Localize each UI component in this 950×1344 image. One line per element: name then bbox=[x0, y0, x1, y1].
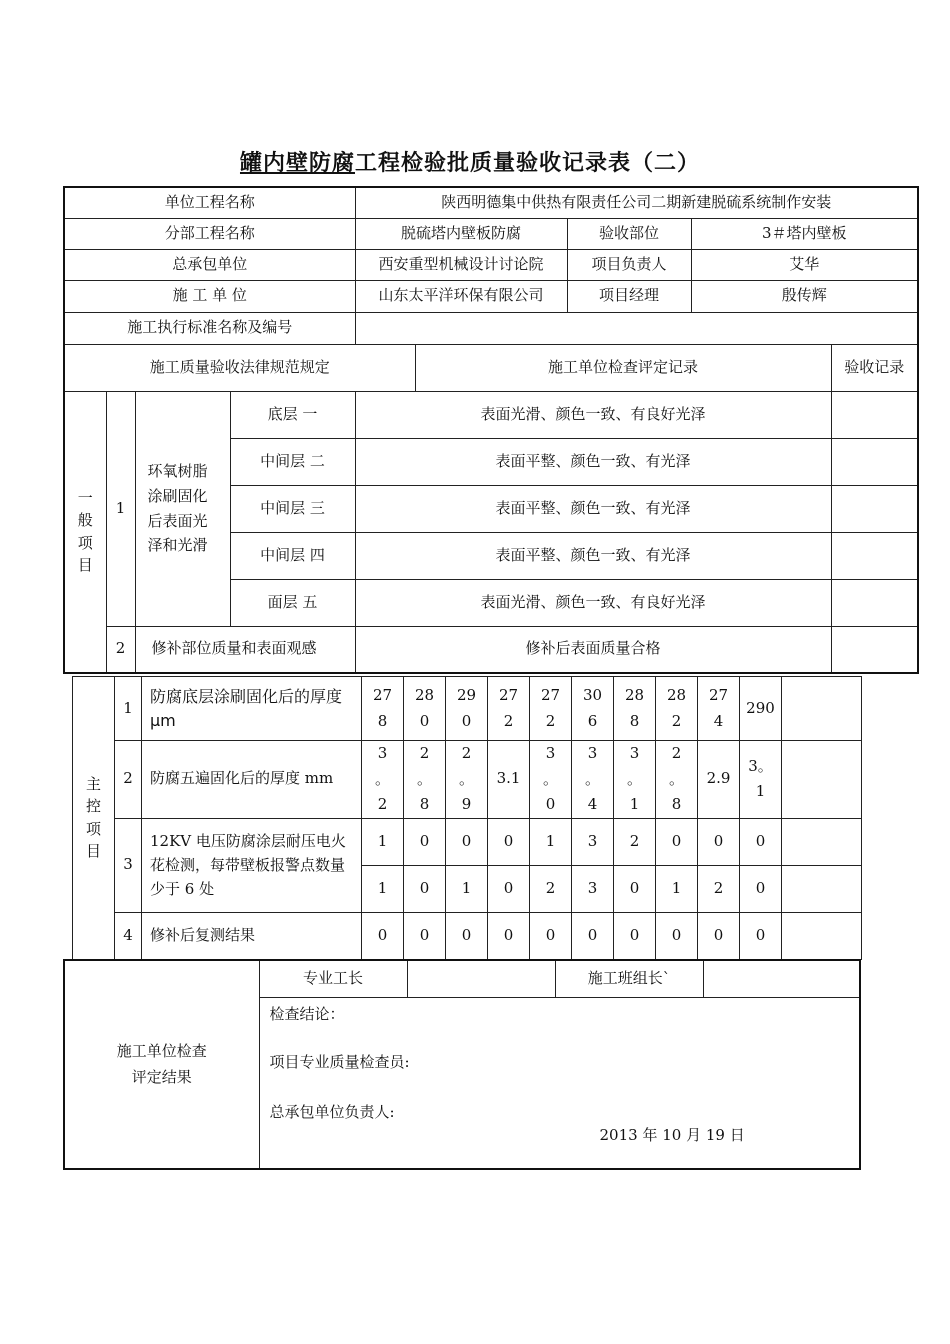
thickness-cell: 30 6 bbox=[572, 677, 614, 741]
thickness-cell: 290 bbox=[740, 677, 782, 741]
thickness-cell: 28 0 bbox=[404, 677, 446, 741]
thickness-mm-cell: 2 。 8 bbox=[656, 741, 698, 819]
main-row3a-acceptance bbox=[782, 818, 862, 865]
title-prefix: 罐内壁防腐 bbox=[239, 150, 355, 176]
eval-label: 施工单位检查 评定结果 bbox=[64, 960, 259, 1169]
thickness-cell: 27 4 bbox=[698, 677, 740, 741]
main-items-label: 主 控 项 目 bbox=[73, 677, 115, 960]
layer-acceptance bbox=[831, 438, 918, 485]
general-items-label: 一 般 项 目 bbox=[64, 391, 106, 673]
spark-test-cell: 0 bbox=[488, 818, 530, 865]
sub-project-label: 分部工程名称 bbox=[64, 218, 355, 249]
spark-test-cell: 2 bbox=[614, 818, 656, 865]
layer-acceptance bbox=[831, 532, 918, 579]
thickness-mm-cell: 3 。 4 bbox=[572, 741, 614, 819]
general-item2-no: 2 bbox=[106, 626, 135, 673]
retest-cell: 0 bbox=[572, 912, 614, 959]
main-row1-acceptance bbox=[782, 677, 862, 741]
acceptance-part-label: 验收部位 bbox=[567, 218, 691, 249]
unit-project-label: 单位工程名称 bbox=[64, 187, 355, 218]
layer-acceptance bbox=[831, 579, 918, 626]
project-lead-value: 艾华 bbox=[691, 249, 918, 280]
spark-test-cell: 0 bbox=[488, 865, 530, 912]
layer-name: 中间层 四 bbox=[230, 532, 355, 579]
general-item2-result: 修补后表面质量合格 bbox=[355, 626, 831, 673]
layer-name: 中间层 三 bbox=[230, 485, 355, 532]
spark-test-cell: 0 bbox=[740, 865, 782, 912]
main-row4-acceptance bbox=[782, 912, 862, 959]
conclusion-label: 检查结论： bbox=[269, 1004, 345, 1023]
page-title bbox=[0, 146, 940, 177]
main-row2-no: 2 bbox=[115, 741, 142, 819]
main-row4-desc: 修补后复测结果 bbox=[142, 912, 362, 959]
layer-result: 表面平整、颜色一致、有光泽 bbox=[355, 532, 831, 579]
team-leader-value bbox=[703, 960, 860, 997]
acceptance-part-value: 3＃塔内壁板 bbox=[691, 218, 918, 249]
contractor-head-label: 总承包单位负责人: bbox=[269, 1102, 395, 1121]
spark-test-cell: 3 bbox=[572, 865, 614, 912]
layer-result: 表面平整、颜色一致、有光泽 bbox=[355, 485, 831, 532]
standard-label: 施工执行标准名称及编号 bbox=[64, 312, 355, 344]
standard-value bbox=[355, 312, 918, 344]
main-row1-no: 1 bbox=[115, 677, 142, 741]
main-row2-desc: 防腐五遍固化后的厚度 mm bbox=[142, 741, 362, 819]
retest-cell: 0 bbox=[446, 912, 488, 959]
spark-test-cell: 0 bbox=[740, 818, 782, 865]
general-item2-desc: 修补部位质量和表面观感 bbox=[135, 626, 355, 673]
retest-cell: 0 bbox=[614, 912, 656, 959]
thickness-mm-cell: 3 。 0 bbox=[530, 741, 572, 819]
spark-test-cell: 1 bbox=[362, 818, 404, 865]
layer-result: 表面平整、颜色一致、有光泽 bbox=[355, 438, 831, 485]
main-row3b-acceptance bbox=[782, 865, 862, 912]
footer-table bbox=[63, 959, 861, 1170]
construction-unit-label: 施 工 单 位 bbox=[64, 280, 355, 312]
retest-cell: 0 bbox=[530, 912, 572, 959]
retest-cell: 0 bbox=[740, 912, 782, 959]
unit-project-value: 陕西明德集中供热有限责任公司二期新建脱硫系统制作安装 bbox=[355, 187, 918, 218]
main-row1-desc: 防腐底层涂刷固化后的厚度 μm bbox=[142, 677, 362, 741]
inspector-label: 项目专业质量检查员: bbox=[269, 1052, 410, 1071]
spark-test-cell: 1 bbox=[362, 865, 404, 912]
thickness-cell: 28 2 bbox=[656, 677, 698, 741]
col-header-regulation: 施工质量验收法律规范规定 bbox=[64, 344, 415, 391]
layer-result: 表面光滑、颜色一致、有良好光泽 bbox=[355, 579, 831, 626]
construction-unit-value: 山东太平洋环保有限公司 bbox=[355, 280, 567, 312]
retest-cell: 0 bbox=[656, 912, 698, 959]
main-items-table bbox=[72, 676, 862, 960]
spark-test-cell: 0 bbox=[404, 818, 446, 865]
thickness-mm-cell: 2.9 bbox=[698, 741, 740, 819]
main-row3-desc: 12KV 电压防腐涂层耐压电火花检测，每带壁板报警点数量少于 6 处 bbox=[142, 818, 362, 912]
thickness-mm-cell: 2 。 8 bbox=[404, 741, 446, 819]
project-manager-label: 项目经理 bbox=[567, 280, 691, 312]
retest-cell: 0 bbox=[362, 912, 404, 959]
general-item2-acceptance bbox=[831, 626, 918, 673]
thickness-mm-cell: 3.1 bbox=[488, 741, 530, 819]
general-item1-desc: 环氧树脂涂刷固化后表面光泽和光滑 bbox=[135, 391, 230, 626]
thickness-cell: 27 2 bbox=[530, 677, 572, 741]
thickness-cell: 27 2 bbox=[488, 677, 530, 741]
main-row3-no: 3 bbox=[115, 818, 142, 912]
layer-name: 面层 五 bbox=[230, 579, 355, 626]
layer-acceptance bbox=[831, 485, 918, 532]
team-leader-label: 施工班组长` bbox=[555, 960, 703, 997]
general-item1-no: 1 bbox=[106, 391, 135, 626]
spark-test-cell: 0 bbox=[698, 818, 740, 865]
thickness-cell: 28 8 bbox=[614, 677, 656, 741]
spark-test-cell: 1 bbox=[656, 865, 698, 912]
retest-cell: 0 bbox=[404, 912, 446, 959]
title-rest: 工程检验批质量验收记录表（二） bbox=[355, 150, 701, 176]
spark-test-cell: 0 bbox=[614, 865, 656, 912]
spark-test-cell: 0 bbox=[446, 818, 488, 865]
layer-acceptance bbox=[831, 391, 918, 438]
col-header-check-record: 施工单位检查评定记录 bbox=[415, 344, 831, 391]
spark-test-cell: 1 bbox=[446, 865, 488, 912]
main-row4-no: 4 bbox=[115, 912, 142, 959]
col-header-acceptance: 验收记录 bbox=[831, 344, 918, 391]
spark-test-cell: 0 bbox=[404, 865, 446, 912]
header-table bbox=[63, 186, 919, 674]
spark-test-cell: 2 bbox=[530, 865, 572, 912]
thickness-cell: 27 8 bbox=[362, 677, 404, 741]
spark-test-cell: 1 bbox=[530, 818, 572, 865]
layer-result: 表面光滑、颜色一致、有良好光泽 bbox=[355, 391, 831, 438]
retest-cell: 0 bbox=[488, 912, 530, 959]
foreman-value bbox=[407, 960, 555, 997]
conclusion-area bbox=[259, 997, 860, 1169]
spark-test-cell: 3 bbox=[572, 818, 614, 865]
thickness-mm-cell: 3 。 2 bbox=[362, 741, 404, 819]
sub-project-value: 脱硫塔内壁板防腐 bbox=[355, 218, 567, 249]
thickness-cell: 29 0 bbox=[446, 677, 488, 741]
general-contractor-value: 西安重型机械设计讨论院 bbox=[355, 249, 567, 280]
thickness-mm-cell: 3。 1 bbox=[740, 741, 782, 819]
thickness-mm-cell: 2 。 9 bbox=[446, 741, 488, 819]
spark-test-cell: 0 bbox=[656, 818, 698, 865]
project-lead-label: 项目负责人 bbox=[567, 249, 691, 280]
retest-cell: 0 bbox=[698, 912, 740, 959]
project-manager-value: 殷传辉 bbox=[691, 280, 918, 312]
spark-test-cell: 2 bbox=[698, 865, 740, 912]
thickness-mm-cell: 3 。 1 bbox=[614, 741, 656, 819]
foreman-label: 专业工长 bbox=[259, 960, 407, 997]
layer-name: 中间层 二 bbox=[230, 438, 355, 485]
layer-name: 底层 一 bbox=[230, 391, 355, 438]
general-contractor-label: 总承包单位 bbox=[64, 249, 355, 280]
main-row2-acceptance bbox=[782, 741, 862, 819]
sign-date: 2013 年 10 月 19 日 bbox=[599, 1125, 745, 1144]
